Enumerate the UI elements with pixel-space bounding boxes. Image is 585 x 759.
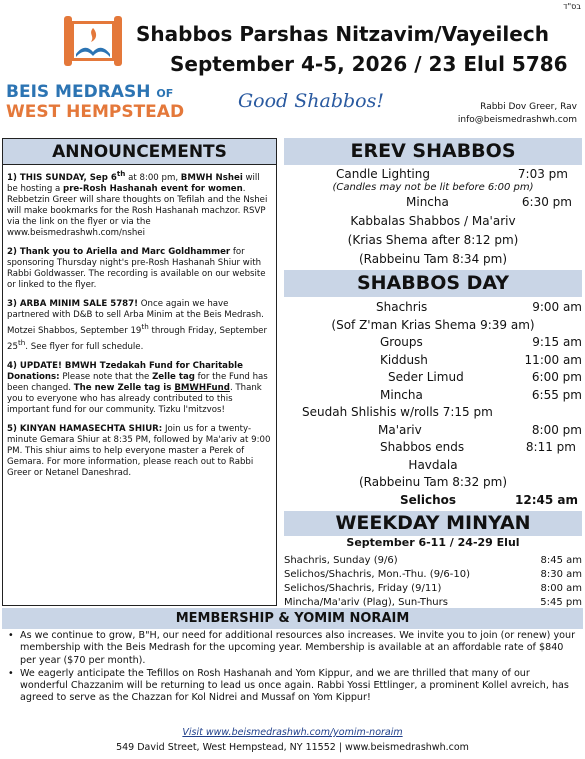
weekday-row-time: 8:30 am — [540, 569, 582, 580]
announcements-title: ANNOUNCEMENTS — [3, 139, 276, 165]
org-name-line2: WEST HEMPSTEAD — [6, 102, 185, 122]
ann3-p2: Once again we have partnered with D&B to sell Arba Minim at the Beis Medrash. Motzei Shabbos, September 19 — [7, 298, 264, 336]
ann1-p1: 1) THIS SUNDAY, Sep 6 — [7, 172, 117, 183]
weekday-row-time: 8:00 am — [540, 583, 582, 594]
ann4-p1: 4) UPDATE! BMWH Tzedakah Fund for Charitable Donations: — [7, 360, 243, 382]
weekday-row-time: 8:45 am — [540, 555, 582, 566]
ann1-p6: . Rebbetzin Greer will share thoughts on Tefilah and the Nshei will make bookmarks for the Rosh Hashanah machzor. RSVP via the link on the flyer or via the www.beismedrashwh.com/nshei — [7, 183, 268, 238]
kiddush-row — [284, 352, 582, 370]
weekday-schedule — [284, 554, 582, 610]
shabbos-ends-time: 8:11 pm — [525, 440, 576, 454]
weekday-row — [284, 568, 582, 582]
ann3-sup2: th — [17, 337, 26, 347]
erev-shabbos-schedule — [284, 165, 582, 268]
groups-row — [284, 334, 582, 352]
ann4-p3: Zelle tag — [152, 371, 195, 382]
ann1-p2: at 8:00 pm, — [125, 172, 181, 183]
weekday-minyan-title: WEEKDAY MINYAN — [284, 511, 582, 536]
weekday-row — [284, 582, 582, 596]
ann5-p2: Join us for a twenty-minute Gemara Shiur at 8:35 PM, followed by Ma'ariv at 9:00 PM. This shiur aims to help everyone master a Perek of Gemara. For more information, please reach out to Rabbi Greer or Netanel Daneshrad. — [7, 423, 271, 478]
bsd-mark: בס"ד — [563, 2, 581, 11]
org-name-main: BEIS MEDRASH — [6, 82, 151, 102]
announcements-box — [2, 138, 277, 606]
greeting: Good Shabbos! — [238, 90, 384, 112]
kiddush-label: Kiddush — [380, 352, 428, 367]
announcement-item — [7, 247, 272, 291]
ann1-sup: th — [116, 169, 126, 178]
torah-scroll-logo — [62, 12, 124, 70]
erev-mincha-label: Mincha — [406, 195, 449, 209]
groups-label: Groups — [380, 335, 423, 349]
membership-title: MEMBERSHIP & YOMIM NORAIM — [2, 608, 583, 629]
shabbos-day-schedule — [284, 297, 582, 509]
weekday-row-label: Selichos/Shachris, Friday (9/11) — [284, 583, 442, 594]
candle-lighting-label: Candle Lighting — [336, 167, 430, 181]
ann4-p2: Please note that the — [59, 371, 153, 382]
erev-mincha-row — [284, 193, 582, 212]
shabbos-mincha-time: 6:55 pm — [531, 387, 582, 402]
ann3-sup1: th — [141, 321, 149, 331]
shabbos-day-title: SHABBOS DAY — [284, 270, 582, 297]
ann2-p2: for sponsoring Thursday night's pre-Rosh Hashanah Shiur with Rabbi Goldwasser. The recording is available on our website or linked to the flyer. — [7, 246, 266, 290]
org-name-of: OF — [156, 87, 174, 100]
maariv-label: Ma'ariv — [378, 422, 422, 437]
kiddush-time: 11:00 am — [524, 352, 582, 367]
announcement-item — [7, 299, 272, 353]
announcement-item — [7, 168, 272, 239]
maariv-row — [284, 422, 582, 440]
shabbos-mincha-label: Mincha — [380, 387, 423, 402]
membership-bullet: • We eagerly anticipate the Tefillos on Rosh Hashanah and Yom Kippur, and we are thrilled that many of our wonderful Chazzanim will be returning to lead us once again. Rabbi Yossi Ettlinger, a prominent Kollel avreich, has agreed to serve as the Chazzan for Kol Nidrei and Mussaf on Yom Kippur! — [8, 668, 580, 705]
shabbos-mincha-row — [284, 387, 582, 405]
rabbeinu-tam-shabbos: (Rabbeinu Tam 8:32 pm) — [358, 475, 508, 489]
ann4-p7: . Thank you to everyone who has already contributed to this important fund for our community. Tizku l'mitzvos! — [7, 382, 262, 415]
rabbi-name: Rabbi Dov Greer, Rav — [480, 102, 577, 112]
ann1-p4: will be hosting a — [7, 172, 260, 194]
shachris-row — [284, 299, 582, 317]
erev-mincha-time: 6:30 pm — [521, 195, 572, 209]
ann2-p1: 2) Thank you to Ariella and Marc Goldhammer — [7, 246, 231, 257]
ann3-p3: through Friday, September 25 — [7, 325, 267, 352]
shabbos-ends-label: Shabbos ends — [380, 440, 465, 454]
weekday-row-label: Selichos/Shachris, Mon.-Thu. (9/6-10) — [284, 569, 471, 580]
page-title-line1: Shabbos Parshas Nitzavim/Vayeilech — [136, 22, 549, 46]
shachris-time: 9:00 am — [532, 300, 582, 314]
ann1-p5: pre-Rosh Hashanah event for women — [63, 183, 243, 194]
org-name-line1 — [6, 82, 173, 102]
krias-shema: (Krias Shema after 8:12 pm) — [347, 233, 519, 247]
rabbeinu-tam-erev: (Rabbeinu Tam 8:34 pm) — [358, 252, 508, 266]
candle-note: (Candles may not be lit before 6:00 pm) — [332, 182, 534, 193]
yomim-noraim-link[interactable]: Visit www.beismedrashwh.com/yomim-noraim — [182, 727, 403, 738]
maariv-time: 8:00 pm — [531, 422, 582, 437]
membership-bullet: • As we continue to grow, B"H, our need for additional resources also increases. We invite you to join (or renew) your membership with the Beis Medrash for the upcoming year. Membership is available at an affordable rate of $840 per year ($70 per month). — [8, 630, 580, 667]
selichos-label: Selichos — [400, 492, 457, 507]
havdala: Havdala — [408, 457, 458, 472]
ann4-p5: The new Zelle tag is — [73, 382, 175, 393]
seder-limud-time: 6:00 pm — [531, 370, 582, 384]
ann4-p6: BMWHFund — [174, 382, 230, 393]
seudah-shlishis: Seudah Shlishis w/rolls 7:15 pm — [302, 405, 493, 419]
rabbi-contact — [458, 101, 577, 127]
email-link[interactable]: info@beismedrashwh.com — [457, 115, 577, 125]
ann4-p4: for the Fund has been changed. — [7, 371, 268, 393]
schedule-column — [284, 138, 582, 610]
weekday-row — [284, 554, 582, 568]
weekday-row-label: Shachris, Sunday (9/6) — [284, 555, 398, 566]
ann3-p1: 3) ARBA MINIM SALE 5787! — [7, 298, 139, 309]
candle-lighting-time: 7:03 pm — [517, 167, 568, 181]
seder-limud-row — [284, 369, 582, 387]
footer-address: 549 David Street, West Hempstead, NY 11552 | www.beismedrashwh.com — [116, 742, 469, 753]
sof-zman: (Sof Z'man Krias Shema 9:39 am) — [331, 317, 535, 332]
ann3-p4: . See flyer for full schedule. — [25, 341, 144, 352]
announcements-body — [3, 165, 276, 479]
weekday-dates: September 6-11 / 24-29 Elul — [346, 536, 520, 549]
seder-limud-label: Seder Limud — [388, 370, 464, 384]
membership-body — [8, 630, 580, 706]
announcement-item — [7, 424, 272, 479]
candle-lighting-row — [284, 166, 582, 182]
erev-shabbos-title: EREV SHABBOS — [284, 138, 582, 165]
page-title-line2: September 4-5, 2026 / 23 Elul 5786 — [170, 52, 568, 76]
groups-time: 9:15 am — [532, 335, 582, 349]
kabbalas-shabbos: Kabbalas Shabbos / Ma'ariv — [350, 214, 516, 228]
announcement-item — [7, 361, 272, 416]
shachris-label: Shachris — [376, 300, 428, 314]
ann5-p1: 5) KINYAN HAMASECHTA SHIUR: — [7, 423, 163, 434]
weekday-row-time: 5:45 pm — [540, 597, 582, 608]
selichos-row — [284, 492, 582, 510]
selichos-time: 12:45 am — [515, 492, 578, 507]
ann1-p3: BMWH Nshei — [180, 172, 243, 183]
weekday-row-label: Mincha/Ma'ariv (Plag), Sun-Thurs — [284, 597, 448, 608]
shabbos-ends-row — [284, 439, 582, 457]
